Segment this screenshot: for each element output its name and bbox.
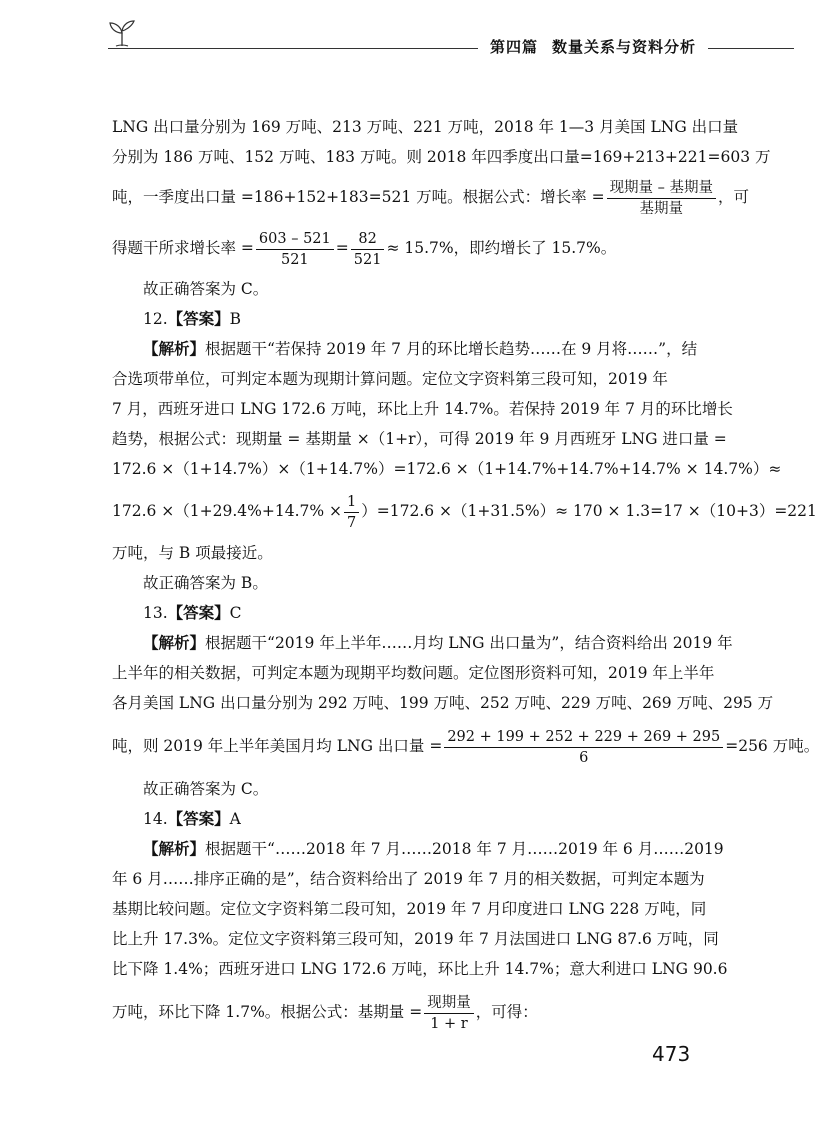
average-formula [444,728,723,767]
text-line: LNG 出口量分别为 169 万吨、213 万吨、221 万吨，2018 年 1—3 月美国 LNG 出口量 [112,118,739,136]
text-fragment: ）=172.6 ×（1+31.5%）≈ 170 × 1.3=17 ×（10+3）=221 [361,502,817,520]
text-line: 7 月，西班牙进口 LNG 172.6 万吨，环比上升 14.7%。若保持 2019 年 7 月的环比增长 [112,400,733,418]
base-period-formula [424,994,474,1033]
question-14-explanation [112,834,728,1040]
sprout-icon [108,18,136,48]
answer-line: 故正确答案为 C。 [143,780,269,798]
analysis-tag: 【解析】 [143,633,206,652]
header-part: 第四篇 [490,38,539,56]
question-12-answer [112,304,702,334]
fraction-numerator: 1 [344,493,359,513]
text-line [112,834,724,864]
question-12-explanation [112,334,817,568]
fraction-denominator: 521 [353,251,382,268]
fraction-numerator: 603 – 521 [256,230,334,250]
text-fragment: ，可得： [475,1003,538,1021]
answer-tag: 【答案】 [167,809,230,828]
page-body [112,112,819,1040]
page-number: 473 [652,1042,691,1066]
text-fragment: ，可 [718,188,750,206]
text-line: 比上升 17.3%。定位文字资料第三段可知，2019 年 7 月法国进口 LNG 87.6 万吨，同 [112,930,719,948]
page-header [0,0,800,70]
text-line [112,718,819,774]
fraction-denominator: 521 [280,251,309,268]
header-rule-right [708,48,794,49]
text-line [112,222,702,274]
text-line: 合选项带单位，可判定本题为现期计算问题。定位文字资料第三段可知，2019 年 [112,370,668,388]
fraction [256,230,334,269]
question-number: 14. [143,810,168,828]
text-fragment: = [335,239,349,257]
question-number: 12. [143,310,168,328]
text-line [112,628,733,658]
text-line: 比下降 1.4%；西班牙进口 LNG 172.6 万吨，环比上升 14.7%；意大利进口 LNG 90.6 [112,960,728,978]
answer-line: 故正确答案为 B。 [143,574,268,592]
text-line [112,984,702,1040]
header-section-title: 数量关系与资料分析 [552,38,697,56]
text-line: 172.6 ×（1+14.7%）×（1+14.7%）=172.6 ×（1+14.7%+14.7%+14.7% × 14.7%）≈ [112,460,782,478]
fraction-denominator: 基期量 [639,200,684,217]
text-line: 趋势，根据公式：现期量 = 基期量 ×（1+r），可得 2019 年 9 月西班牙 LNG 进口量 = [112,430,727,448]
answer-choice: B [229,310,242,328]
analysis-tag: 【解析】 [143,839,206,858]
fraction-denominator: 7 [347,514,357,531]
text-line [112,172,750,222]
text-fragment: 根据题干“若保持 2019 年 7 月的环比增长趋势……在 9 月将……”，结 [205,340,698,358]
text-line [112,334,702,364]
answer-choice: C [229,604,242,622]
text-line: 分别为 186 万吨、152 万吨、183 万吨。则 2018 年四季度出口量=169+213+221=603 万 [112,148,771,166]
text-fragment: 得题干所求增长率 = [112,239,254,257]
growth-rate-formula [607,179,716,218]
text-fragment: 172.6 ×（1+29.4%+14.7% × [112,502,343,520]
fraction-numerator: 292 + 199 + 252 + 229 + 269 + 295 [444,728,723,748]
fraction-numerator: 现期量 [424,994,474,1014]
text-fragment: ≈ 15.7%，即约增长了 15.7%。 [386,239,617,257]
question-14-answer [112,804,702,834]
text-line: 各月美国 LNG 出口量分别为 292 万吨、199 万吨、252 万吨、229 万吨、269 万吨、295 万 [112,694,774,712]
fraction-numerator: 82 [351,230,385,250]
text-fragment: 吨，则 2019 年上半年美国月均 LNG 出口量 = [112,737,443,755]
text-fragment: 根据题干“……2018 年 7 月……2018 年 7 月……2019 年 6 月……2019 [205,840,724,858]
text-fragment: 根据题干“2019 年上半年……月均 LNG 出口量为”，结合资料给出 2019 年 [205,634,733,652]
text-fragment: =256 万吨。 [725,737,819,755]
header-rule-left [108,48,478,49]
paragraph-q11-continuation [112,112,771,274]
answer-line: 故正确答案为 C。 [143,280,269,298]
fraction [344,493,359,532]
text-fragment: 吨，一季度出口量 =186+152+183=521 万吨。根据公式：增长率 = [112,188,605,206]
fraction-numerator: 现期量 – 基期量 [607,179,716,199]
question-13-answer [112,598,702,628]
answer-choice: A [229,810,241,828]
text-fragment: 万吨，环比下降 1.7%。根据公式：基期量 = [112,1003,423,1021]
question-number: 13. [143,604,168,622]
fraction-denominator: 6 [579,749,589,766]
text-line [112,484,817,538]
fraction-denominator: 1 + r [430,1015,468,1032]
text-line: 年 6 月……排序正确的是”，结合资料给出了 2019 年 7 月的相关数据，可判定本题为 [112,870,705,888]
question-13-explanation [112,628,819,774]
fraction [351,230,385,269]
analysis-tag: 【解析】 [143,339,206,358]
text-line: 万吨，与 B 项最接近。 [112,544,273,562]
answer-tag: 【答案】 [167,603,230,622]
header-title [490,36,696,57]
text-line: 基期比较问题。定位文字资料第二段可知，2019 年 7 月印度进口 LNG 228 万吨，同 [112,900,707,918]
text-line: 上半年的相关数据，可判定本题为现期平均数问题。定位图形资料可知，2019 年上半年 [112,664,715,682]
answer-tag: 【答案】 [167,309,230,328]
